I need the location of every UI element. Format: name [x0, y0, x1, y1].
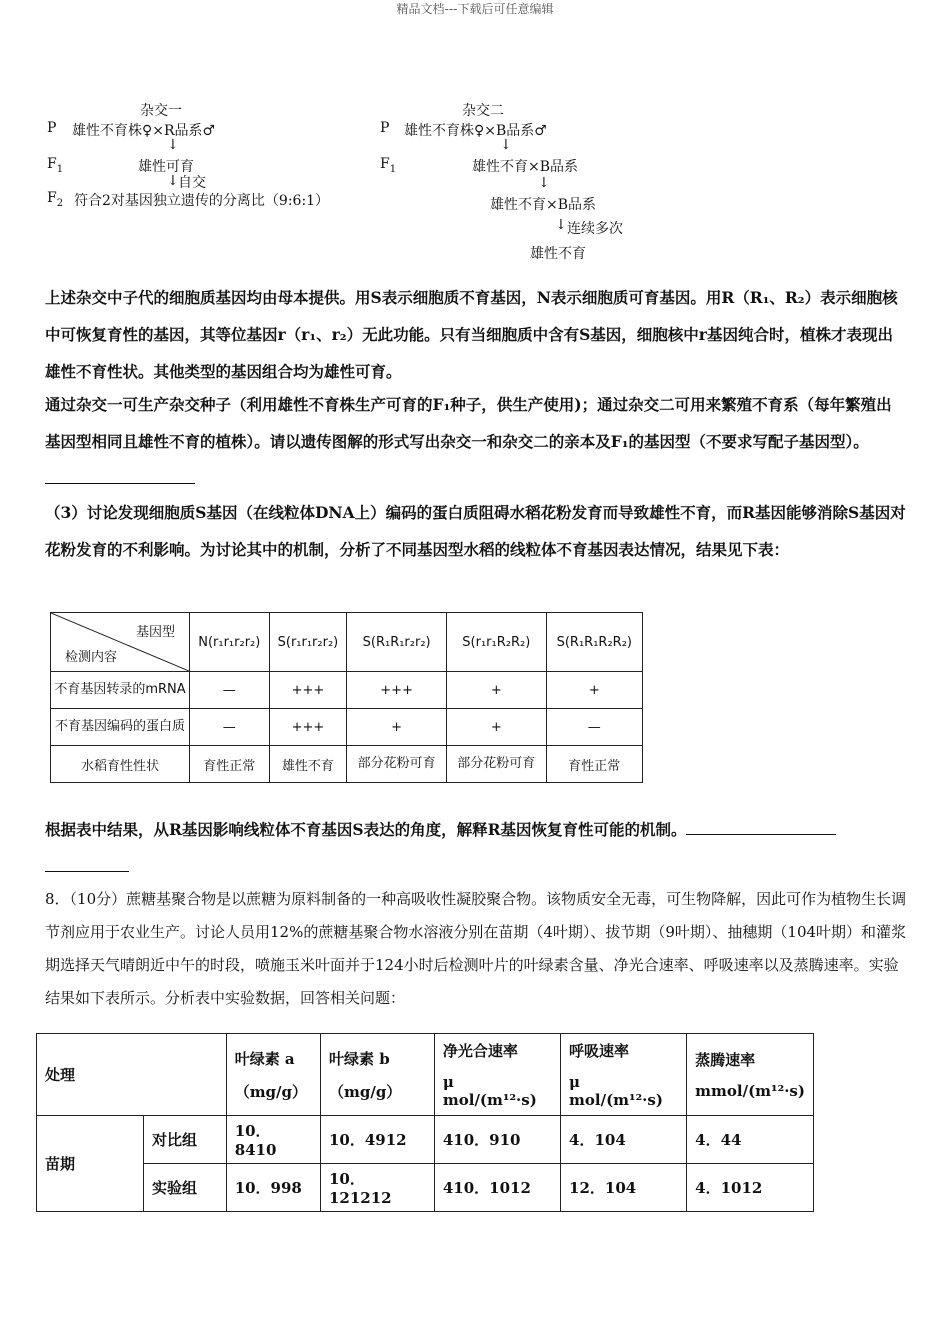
table-cell: 4．44: [687, 1116, 814, 1164]
table-cell: 10．8410: [226, 1116, 320, 1164]
cross-one-f2: 符合2对基因独立遗传的分离比（9:6:1）: [74, 193, 330, 209]
table-row: [37, 1164, 814, 1212]
column-header: N(r₁r₁r₂r₂): [190, 613, 270, 672]
corner-bottom-label: 检测内容: [65, 650, 118, 665]
question-8-text: 8．（10分）蔗糖基聚合物是以蔗糖为原料制备的一种高吸收性凝胶聚合物。该物质安全无毒，可生物降解，因此可作为植物生长调节剂应用于农业生产。讨论人员用12%的蔗糖基聚合物水溶液分别在苗期（4叶期）、拔节期（9叶期）、抽穗期（104叶期）和灌浆期选择天气晴朗近中午的时段，喷施玉米叶面并于124小时后检测叶片的叶绿素含量、净光合速率、呼吸速率以及蒸腾速率。实验结果如下表所示。分析表中实验数据，回答相关问题：: [45, 890, 907, 1007]
cross-one-selfing: 自交: [178, 175, 206, 191]
table-cell: 雄性不育: [269, 746, 347, 783]
corner-top-label: 基因型: [135, 625, 175, 640]
answer-blank[interactable]: [686, 816, 836, 835]
table-cell: +: [546, 672, 642, 709]
column-header: S(r₁r₁R₂R₂): [446, 613, 546, 672]
table-cell: —: [190, 709, 270, 746]
table-cell: 4．1012: [687, 1164, 814, 1212]
paragraph-question-3: （3）讨论发现细胞质S基因（在线粒体DNA上）编码的蛋白质阻碍水稻花粉发育而导致雄性不育，而R基因能够消除S基因对花粉发育的不利影响。为讨论其中的机制，分析了不同基因型水稻的线粒体不育基因表达情况，结果见下表：: [45, 503, 906, 559]
table-cell: 12．104: [561, 1164, 687, 1212]
cross-two-gen2: 雄性不育×B品系: [490, 197, 597, 213]
table-cell: 10．998: [226, 1164, 320, 1212]
table-cell: 部分花粉可育: [347, 746, 447, 783]
cross-two-title: 杂交二: [462, 103, 504, 119]
answer-blank[interactable]: [45, 853, 129, 872]
paragraph-mechanism-question: 根据表中结果，从R基因影响线粒体不育基因S表达的角度，解释R基因恢复育性可能的机制。: [45, 811, 907, 885]
table-cell: 育性正常: [190, 746, 270, 783]
table-cell: 10．4912: [320, 1116, 434, 1164]
table-row: [37, 1116, 814, 1164]
cross-one-p-label: P: [47, 120, 57, 136]
cross-one-f2-label: $F_2$: [47, 190, 64, 209]
table-cell: +++: [347, 672, 447, 709]
header-treatment: 处理: [37, 1034, 227, 1116]
cross-two-final: 雄性不育: [530, 246, 586, 262]
table-cell: +++: [269, 709, 347, 746]
table-cell: +: [347, 709, 447, 746]
cross-two-p-label: P: [380, 120, 390, 136]
table-cell: +++: [269, 672, 347, 709]
cross-two-f1-label: $F_1$: [380, 156, 397, 175]
table-row: [51, 672, 643, 709]
table-cell: 部分花粉可育: [446, 746, 546, 783]
answer-blank[interactable]: [45, 465, 195, 484]
column-header: S(r₁r₁r₂r₂): [269, 613, 347, 672]
table-cell: —: [546, 709, 642, 746]
cross-one-parents: 雄性不育株♀×R品系♂: [72, 123, 216, 139]
cross-two-parents: 雄性不育株♀×B品系♂: [404, 123, 547, 139]
table-corner-cell: [51, 613, 190, 672]
down-arrow-icon: ↓: [500, 137, 512, 153]
header-net-photosynthesis: 净光合速率 μ mol/(m¹²·s): [434, 1034, 560, 1116]
table-cell: 410．1012: [434, 1164, 560, 1212]
paragraph-genetics-intro: 上述杂交中子代的细胞质基因均由母本提供。用S表示细胞质不育基因，N表示细胞质可育基因。用R（R₁、R₂）表示细胞核中可恢复育性的基因，其等位基因r（r₁、r₂）无此功能。只有当细胞质中含有S基因，细胞核中r基因纯合时，植株才表现出雄性不育性状。其他类型的基因组合均为雄性可育。: [45, 288, 898, 381]
table-cell: +: [446, 709, 546, 746]
table-cell: +: [446, 672, 546, 709]
table-cell: 育性正常: [546, 746, 642, 783]
cross-one-title: 杂交一: [140, 103, 182, 119]
header-transpiration: 蒸腾速率 mmol/(m¹²·s): [687, 1034, 814, 1116]
row-label: 不育基因编码的蛋白质: [51, 709, 190, 746]
column-header: S(R₁R₁r₂r₂): [347, 613, 447, 672]
cross-two-continue: 连续多次: [567, 221, 623, 237]
down-arrow-icon: ↓: [167, 137, 179, 153]
down-arrow-icon: ↓: [167, 173, 179, 189]
group-cell: 对比组: [144, 1116, 227, 1164]
table-cell: 410．910: [434, 1116, 560, 1164]
stage-cell: 苗期: [37, 1116, 144, 1212]
table-row: [51, 746, 643, 783]
gene-expression-table: [50, 612, 643, 783]
cross-one-f1-label: $F_1$: [47, 156, 64, 175]
row-label: 不育基因转录的mRNA: [51, 672, 190, 709]
table-row: [51, 709, 643, 746]
header-chlorophyll-b: 叶绿素 b （mg/g）: [320, 1034, 434, 1116]
paragraph-cross-question: 通过杂交一可生产杂交种子（利用雄性不育株生产可育的F₁种子，供生产使用)；通过杂交二可用来繁殖不育系（每年繁殖出基因型相同且雄性不育的植株）。请以遗传图解的形式写出杂交一和杂交二的亲本及F₁的基因型（不要求写配子基因型）。: [45, 386, 907, 497]
table-cell: 4．104: [561, 1116, 687, 1164]
page-header: 精品文档---下载后可任意编辑: [396, 2, 554, 16]
cross-two-f1: 雄性不育×B品系: [472, 159, 579, 175]
table-cell: 10．121212: [320, 1164, 434, 1212]
sucrose-polymer-table: [36, 1033, 814, 1212]
table-cell: —: [190, 672, 270, 709]
group-cell: 实验组: [144, 1164, 227, 1212]
header-respiration: 呼吸速率 μ mol/(m¹²·s): [561, 1034, 687, 1116]
down-arrow-icon: ↓: [538, 175, 550, 191]
column-header: S(R₁R₁R₂R₂): [546, 613, 642, 672]
row-label: 水稻育性性状: [51, 746, 190, 783]
header-chlorophyll-a: 叶绿素 a （mg/g）: [226, 1034, 320, 1116]
down-arrow-icon: ↓: [555, 217, 567, 233]
cross-one-f1: 雄性可育: [138, 159, 194, 175]
